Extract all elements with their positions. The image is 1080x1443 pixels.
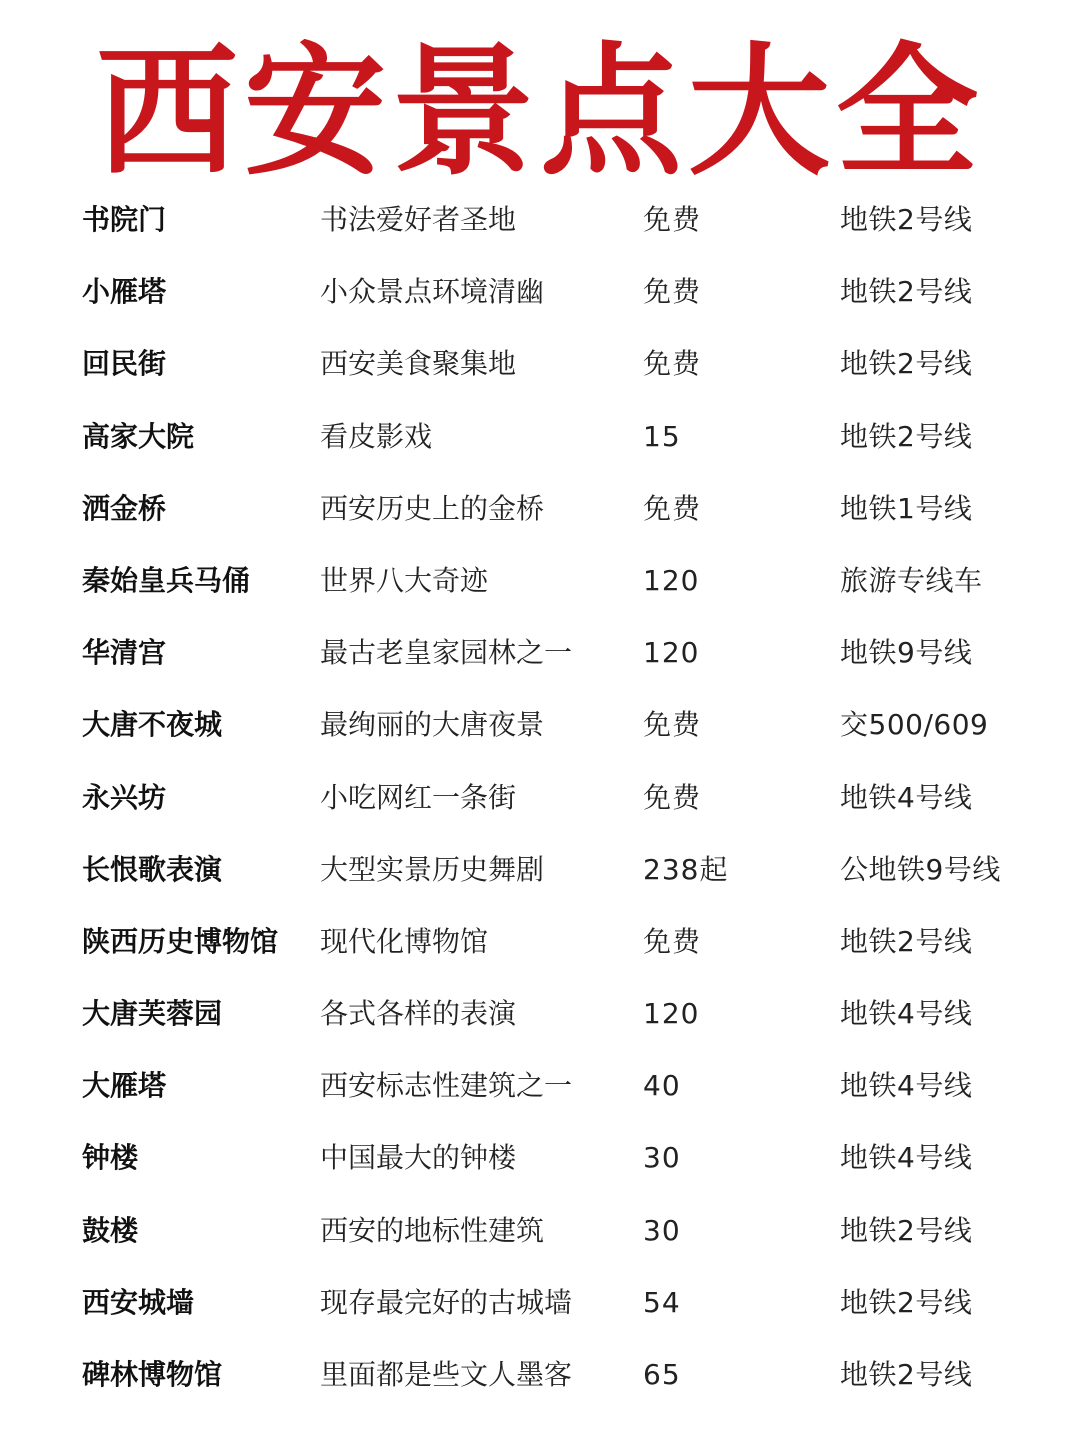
ticket-price: 免费 [643, 203, 702, 236]
attraction-name: 陕西历史博物馆 [82, 924, 279, 958]
attraction-description: 书法爱好者圣地 [320, 203, 517, 236]
attraction-description: 西安标志性建筑之一 [320, 1069, 573, 1103]
attraction-description: 最绚丽的大唐夜景 [320, 708, 545, 742]
ticket-price: 238起 [643, 852, 729, 886]
table-row [82, 328, 1022, 400]
attraction-description: 看皮影戏 [320, 419, 433, 453]
attraction-name: 永兴坊 [82, 780, 167, 814]
attraction-name: 大唐芙蓉园 [82, 997, 223, 1031]
attraction-name: 书院门 [82, 203, 167, 236]
attractions-table [82, 184, 1022, 1411]
transit-route: 地铁2号线 [840, 347, 973, 381]
table-row [82, 978, 1022, 1050]
ticket-price: 120 [643, 997, 700, 1031]
transit-route: 地铁1号线 [840, 491, 973, 525]
attraction-name: 西安城墙 [82, 1285, 195, 1319]
table-row [82, 834, 1022, 906]
ticket-price: 免费 [643, 780, 702, 814]
attraction-name: 长恨歌表演 [82, 852, 223, 886]
transit-route: 地铁2号线 [840, 1213, 973, 1247]
attraction-description: 里面都是些文人墨客 [320, 1358, 573, 1391]
ticket-price: 15 [643, 419, 681, 453]
ticket-price: 65 [643, 1358, 681, 1391]
ticket-price: 30 [643, 1141, 681, 1175]
attraction-name: 小雁塔 [82, 275, 167, 309]
ticket-price: 免费 [643, 275, 702, 309]
attraction-description: 西安历史上的金桥 [320, 491, 545, 525]
attraction-description: 大型实景历史舞剧 [320, 852, 545, 886]
attraction-name: 大雁塔 [82, 1069, 167, 1103]
transit-route: 地铁2号线 [840, 275, 973, 309]
attraction-description: 中国最大的钟楼 [320, 1141, 517, 1175]
ticket-price: 54 [643, 1285, 681, 1319]
attraction-description: 现代化博物馆 [320, 924, 489, 958]
transit-route: 地铁4号线 [840, 1141, 973, 1175]
table-row [82, 1050, 1022, 1122]
attraction-name: 华清宫 [82, 636, 167, 670]
table-row [82, 1339, 1022, 1411]
table-row [82, 1267, 1022, 1339]
attraction-name: 高家大院 [82, 419, 195, 453]
table-row [82, 401, 1022, 473]
page-title [0, 30, 1080, 195]
transit-route: 地铁4号线 [840, 780, 973, 814]
transit-route: 地铁9号线 [840, 636, 973, 670]
transit-route: 地铁2号线 [840, 1285, 973, 1319]
transit-route: 地铁2号线 [840, 203, 973, 236]
ticket-price: 120 [643, 636, 700, 670]
attraction-description: 各式各样的表演 [320, 997, 517, 1031]
table-row [82, 906, 1022, 978]
table-row [82, 256, 1022, 328]
attraction-description: 西安的地标性建筑 [320, 1213, 545, 1247]
transit-route: 公地铁9号线 [840, 852, 1001, 886]
table-row [82, 545, 1022, 617]
attraction-description: 西安美食聚集地 [320, 347, 517, 381]
ticket-price: 免费 [643, 924, 702, 958]
transit-route: 旅游专线车 [840, 563, 983, 597]
ticket-price: 免费 [643, 491, 702, 525]
transit-route: 地铁2号线 [840, 924, 973, 958]
table-row [82, 617, 1022, 689]
transit-route: 地铁2号线 [840, 419, 973, 453]
ticket-price: 120 [643, 563, 700, 597]
table-row [82, 1195, 1022, 1267]
table-row [82, 184, 1022, 256]
transit-route: 地铁2号线 [840, 1358, 973, 1391]
attraction-name: 大唐不夜城 [82, 708, 223, 742]
table-row [82, 473, 1022, 545]
attraction-description: 现存最完好的古城墙 [320, 1285, 573, 1319]
table-row [82, 1122, 1022, 1194]
attraction-description: 小吃网红一条街 [320, 780, 517, 814]
transit-route: 交500/609 [840, 708, 989, 742]
page-title-text: 西安景点大全 [96, 30, 984, 195]
transit-route: 地铁4号线 [840, 1069, 973, 1103]
table-row [82, 689, 1022, 761]
attraction-description: 小众景点环境清幽 [320, 275, 545, 309]
ticket-price: 30 [643, 1213, 681, 1247]
attraction-name: 秦始皇兵马俑 [82, 563, 251, 597]
attraction-name: 洒金桥 [82, 491, 167, 525]
attraction-description: 世界八大奇迹 [320, 563, 489, 597]
table-row [82, 762, 1022, 834]
ticket-price: 免费 [643, 708, 702, 742]
attraction-description: 最古老皇家园林之一 [320, 636, 573, 670]
attraction-name: 碑林博物馆 [82, 1358, 223, 1391]
ticket-price: 40 [643, 1069, 681, 1103]
attraction-name: 钟楼 [82, 1141, 139, 1175]
attraction-name: 鼓楼 [82, 1213, 139, 1247]
attraction-name: 回民街 [82, 347, 167, 381]
ticket-price: 免费 [643, 347, 702, 381]
transit-route: 地铁4号线 [840, 997, 973, 1031]
